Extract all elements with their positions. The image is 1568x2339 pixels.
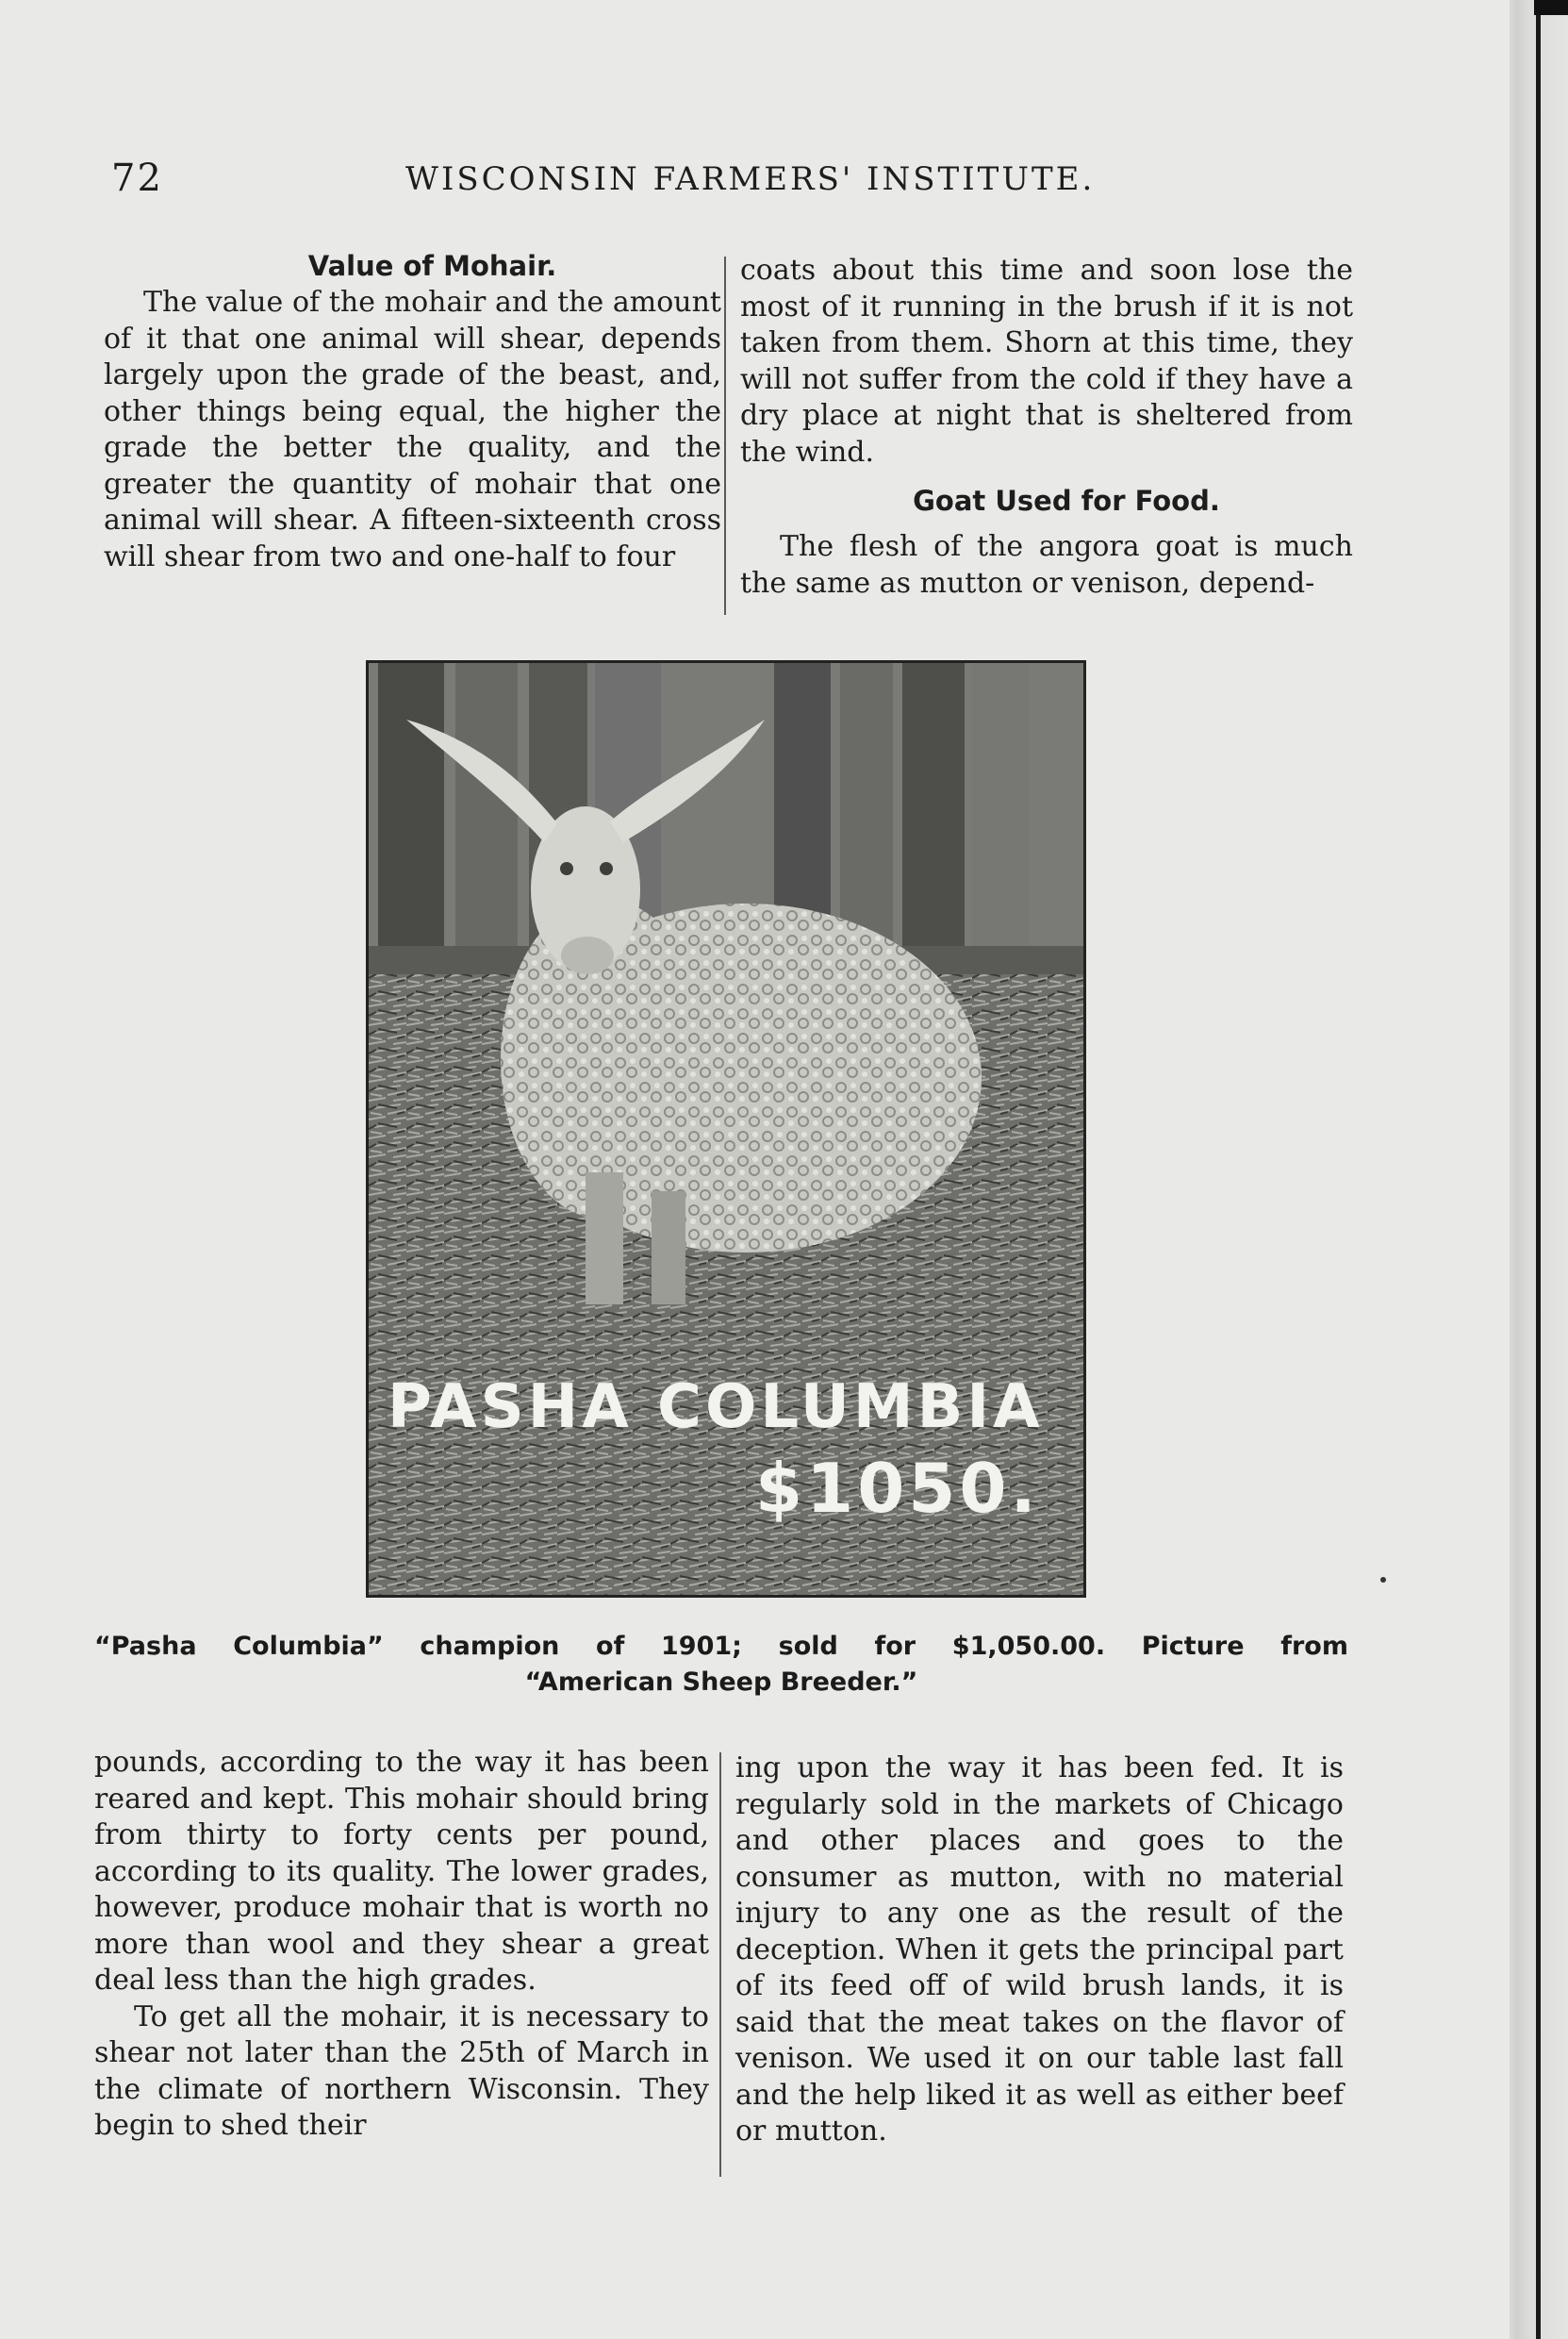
column-rule-top — [724, 257, 726, 615]
page-edge — [1510, 0, 1568, 2339]
column-rule-bottom — [719, 1752, 721, 2177]
running-head: WISCONSIN FARMERS' INSTITUTE. — [405, 160, 1096, 198]
photo-inscription-name: PASHA COLUMBIA — [388, 1372, 1044, 1442]
paragraph-value-of-mohair: The value of the mohair and the amount of it that one animal will shear, depends largely upon the grade of the beast, and, other things being equal, the higher the grade the better the quality, and the greater the quantity of mohair that one animal will shear. A fifteen-sixteenth cross will shear from two and one-half to four — [104, 286, 721, 573]
section-heading-goat-used-for-food: Goat Used for Food. — [913, 485, 1220, 517]
paragraph-shedding-coats: coats about this time and soon lose the most of it running in the brush if it is not taken from them. Shorn at this time, they will not suffer from the cold if they have a dry place at night that is sheltered from the wind. — [740, 254, 1353, 469]
column-bottom-right — [735, 1750, 1344, 2150]
page-number: 72 — [111, 157, 163, 200]
column-top-left — [104, 247, 721, 575]
goat-photo-illustration — [369, 663, 1083, 1595]
caption-line-1: “Pasha Columbia” champion of 1901; sold for $1,050.00. Picture from — [94, 1632, 1348, 1661]
paragraph-shearing-time: To get all the mohair, it is necessary to shear not later than the 25th of March in the climate of northern Wisconsin. They begin to shed their — [94, 1999, 709, 2142]
caption-line-2: “American Sheep Breeder.” — [524, 1667, 918, 1697]
section-heading-value-of-mohair: Value of Mohair. — [307, 250, 557, 282]
column-top-right — [740, 253, 1353, 602]
paragraph-goat-meat: ing upon the way it has been fed. It is regularly sold in the markets of Chicago and other places and goes to the consumer as mutton, with no material injury to any one as the result of the deception. When it gets the principal part of its feed off of wild brush lands, it is said that the meat takes on the flavor of venison. We used it on our table last fall and the help liked it as well as either beef or mutton. — [735, 1751, 1344, 2148]
photo-caption — [94, 1629, 1348, 1700]
photo-inscription-price: $1050. — [755, 1449, 1040, 1528]
paragraph-goat-flesh: The flesh of the angora goat is much the same as mutton or venison, depend- — [740, 530, 1353, 600]
goat-photograph — [366, 660, 1086, 1598]
binding-mark — [1534, 0, 1568, 15]
column-bottom-left — [94, 1745, 709, 2145]
page-header — [104, 151, 1348, 207]
binding-line — [1536, 0, 1541, 2339]
print-speck — [1380, 1577, 1386, 1583]
paragraph-mohair-price: pounds, according to the way it has been reared and kept. This mohair should bring from thirty to forty cents per pound, according to its quality. The lower grades, however, produce mohair that is worth no more than wool and they shear a great deal less than the high grades. — [94, 1746, 709, 1997]
